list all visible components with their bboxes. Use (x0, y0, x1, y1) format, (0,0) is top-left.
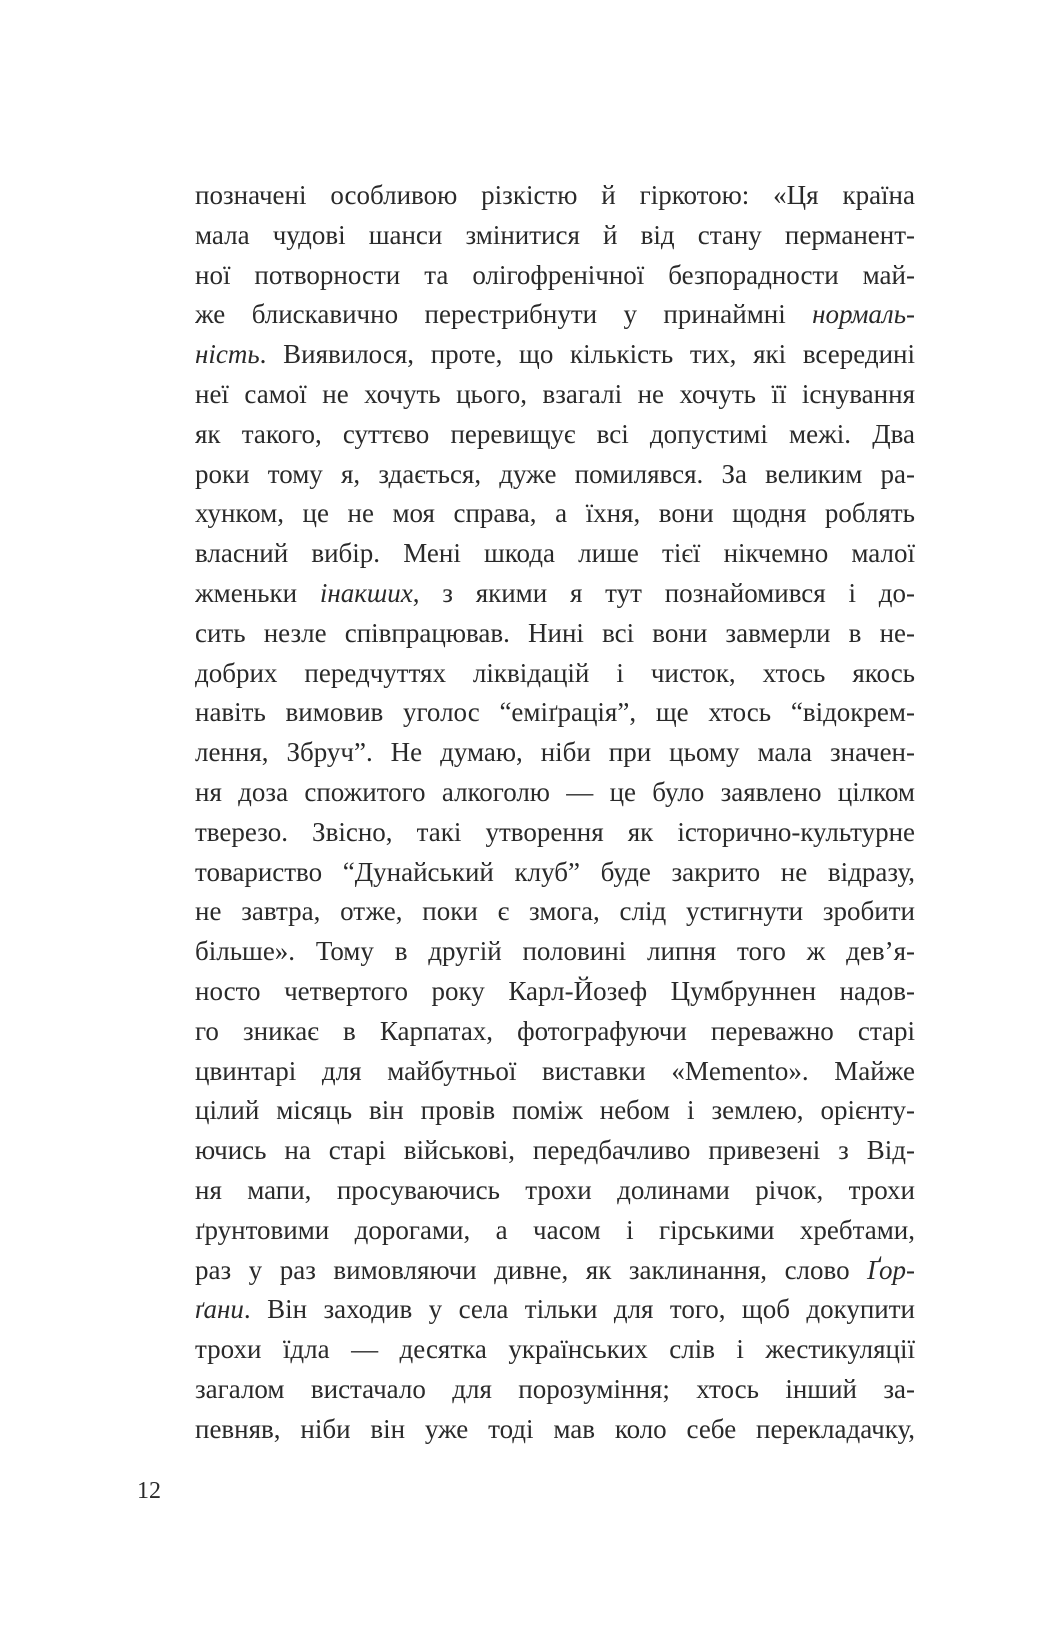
text-line (195, 375, 915, 415)
text-segment: цілий місяць він провів поміж небом і землею, орієнту- (195, 1095, 915, 1126)
text-segment: хунком, це не моя справа, а їхня, вони щодня роблять (195, 498, 915, 529)
text-segment: як такого, суттєво перевищує всі допустимі межі. Два (195, 418, 915, 449)
text-segment: більше». Тому в другій половині липня того ж дев’я- (195, 936, 915, 967)
text-segment-italic: ґани (195, 1294, 244, 1325)
text-segment: , з якими я тут познайомився і до- (412, 577, 915, 608)
text-segment-italic: Ґор- (867, 1254, 915, 1285)
text-segment: неї самої не хочуть цього, взагалі не хочуть її існування (195, 378, 915, 409)
text-segment: го зникає в Карпатах, фотографуючи переважно старі (195, 1015, 915, 1046)
text-segment-italic: інакших (319, 577, 413, 608)
text-line (195, 1052, 915, 1092)
text-segment: лення, Збруч”. Не думаю, ніби при цьому мала значен- (195, 737, 915, 768)
text-segment: . Він заходив у села тільки для того, щоб докупити (243, 1294, 915, 1325)
text-segment: тверезо. Звісно, такі утворення як історично-культурне (195, 816, 915, 847)
text-line (195, 1370, 915, 1410)
text-line (195, 1290, 915, 1330)
text-line (195, 892, 915, 932)
text-segment: роки тому я, здається, дуже помилявся. За великим ра- (195, 458, 915, 489)
text-line (195, 614, 915, 654)
text-line (195, 773, 915, 813)
text-segment: ня мапи, просуваючись трохи долинами річок, трохи (195, 1174, 915, 1205)
text-segment: ючись на старі військові, передбачливо привезені з Від- (195, 1135, 915, 1166)
text-segment: мала чудові шанси змінитися й від стану перманент- (195, 219, 915, 250)
text-segment: раз у раз вимовляючи дивне, як заклинання, слово (195, 1254, 868, 1285)
text-segment: жменьки (195, 577, 320, 608)
text-line (195, 654, 915, 694)
text-line (195, 813, 915, 853)
text-line (195, 853, 915, 893)
text-segment: . Виявилося, проте, що кількість тих, які всередині (259, 339, 915, 370)
text-line (195, 693, 915, 733)
page-text (195, 176, 915, 1450)
text-line (195, 455, 915, 495)
text-segment: власний вибір. Мені шкода лише тієї нікчемно малої (195, 538, 915, 569)
text-line (195, 176, 915, 216)
text-segment: ної потворности та олігофренічної безпорадности май- (195, 259, 915, 290)
text-segment: ня доза спожитого алкоголю — це було заявлено цілком (195, 776, 915, 807)
text-segment-italic: ність (195, 339, 260, 370)
text-line (195, 534, 915, 574)
text-segment: навіть вимовив уголос “еміґрація”, ще хтось “відокрем- (195, 697, 915, 728)
page-number: 12 (137, 1478, 161, 1504)
text-line (195, 1251, 915, 1291)
text-segment: добрих передчуттях ліквідацій і чисток, хтось якось (195, 657, 915, 688)
text-line (195, 1330, 915, 1370)
text-segment: певняв, ніби він уже тоді мав коло себе перекладачку, (195, 1413, 915, 1444)
text-segment: товариство “Дунайський клуб” буде закрито не відразу, (195, 856, 915, 887)
text-segment: сить незле співпрацював. Нині всі вони завмерли в не- (195, 617, 915, 648)
text-segment: загалом вистачало для порозуміння; хтось інший за- (195, 1373, 915, 1404)
text-line (195, 1091, 915, 1131)
text-segment-italic: нормаль- (812, 299, 915, 330)
text-segment: носто четвертого року Карл-Йозеф Цумбруннен надов- (195, 975, 915, 1006)
text-line (195, 494, 915, 534)
text-line (195, 256, 915, 296)
text-line (195, 972, 915, 1012)
text-line (195, 1410, 915, 1450)
text-line (195, 335, 915, 375)
text-segment: цвинтарі для майбутньої виставки «Memento». Майже (195, 1055, 915, 1086)
text-line (195, 216, 915, 256)
text-line (195, 1171, 915, 1211)
text-segment: трохи їдла — десятка українських слів і жестикуляції (195, 1334, 915, 1365)
text-line (195, 574, 915, 614)
text-line (195, 415, 915, 455)
text-segment: позначені особливою різкістю й гіркотою: «Ця країна (195, 180, 915, 210)
text-line (195, 1012, 915, 1052)
text-line (195, 733, 915, 773)
text-line (195, 1131, 915, 1171)
text-segment: не завтра, отже, поки є змога, слід устигнути зробити (195, 896, 915, 927)
text-line (195, 932, 915, 972)
text-segment: ґрунтовими дорогами, а часом і гірськими хребтами, (195, 1214, 915, 1245)
text-segment: же блискавично перестрибнути у принаймні (195, 299, 813, 330)
text-line (195, 1211, 915, 1251)
text-line (195, 295, 915, 335)
